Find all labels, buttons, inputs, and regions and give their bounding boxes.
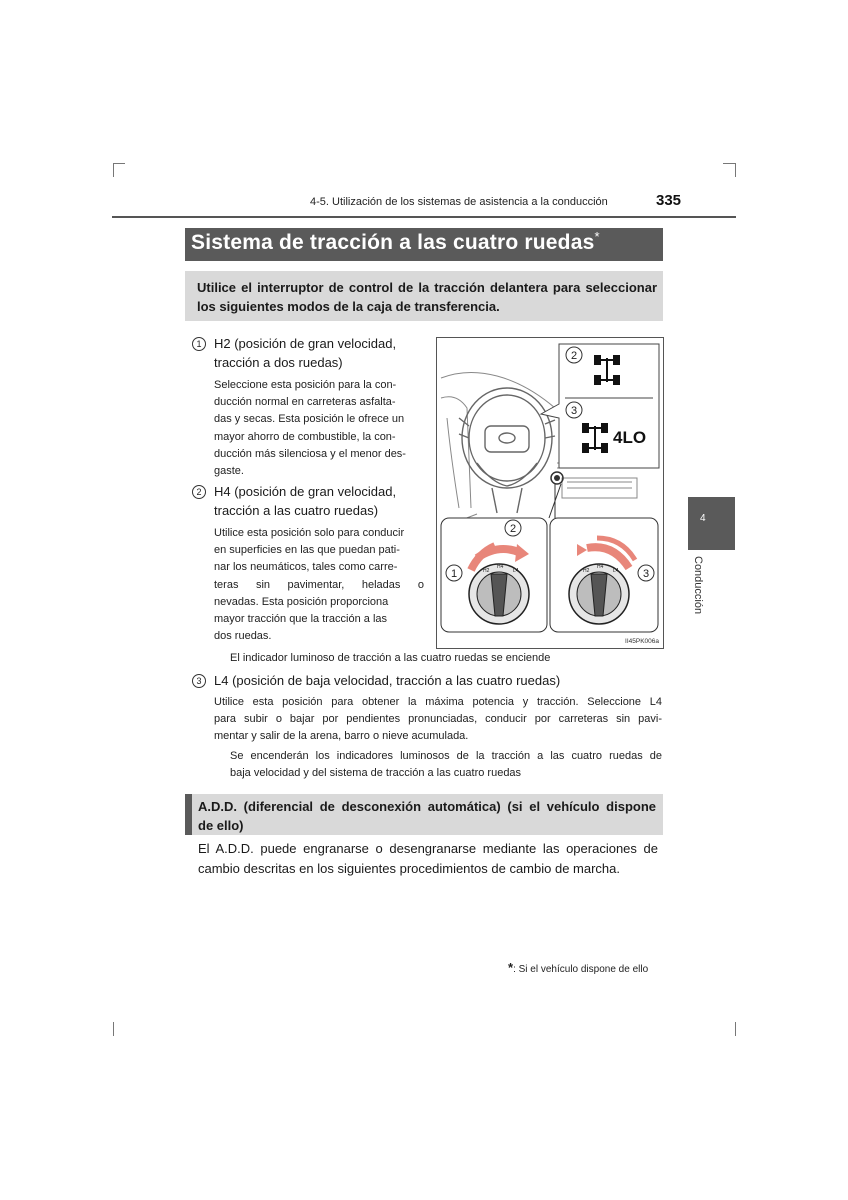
add-body-line: El A.D.D. puede engranarse o desengranarse mediante las operaciones de xyxy=(198,841,658,856)
desc-line: teras sin pavimentar, heladas o xyxy=(214,578,424,591)
callout-2-lower-label: 2 xyxy=(509,523,517,535)
desc-line: en superficies en las que puedan pati- xyxy=(214,544,400,557)
dial-label-l4: L4 xyxy=(513,568,519,574)
asterisk-mark: * xyxy=(594,229,600,244)
dial-label-h2-right: H2 xyxy=(583,568,590,574)
item-label-line: H4 (posición de gran velocidad, xyxy=(214,484,397,499)
4lo-label: 4LO xyxy=(613,428,647,447)
transfer-switch-figure xyxy=(436,337,664,649)
item-h2 xyxy=(192,334,424,480)
footnote-mark: * xyxy=(508,960,514,975)
intro-text: Utilice el interruptor de control de la tracción delantera para seleccionar los siguientes modos de la caja de transferencia. xyxy=(197,280,657,314)
add-heading-accent xyxy=(185,794,192,835)
desc-line: mentar y salir de la arena, barro o nieve acumulada. xyxy=(214,730,469,743)
dashboard-illustration xyxy=(437,338,663,648)
add-heading-line: A.D.D. (diferencial de desconexión automática) (si el vehículo dispone xyxy=(198,799,656,814)
desc-line: das y secas. Esta posición le ofrece un xyxy=(214,413,405,426)
item-label: L4 (posición de baja velocidad, tracción a las cuatro ruedas) xyxy=(214,673,561,688)
add-heading-line: de ello) xyxy=(198,818,244,833)
note-line: Se encenderán los indicadores luminosos de la tracción a las cuatro ruedas de xyxy=(230,749,662,762)
crop-mark xyxy=(113,163,125,164)
crop-mark xyxy=(735,1022,736,1036)
header-rule xyxy=(112,216,736,218)
desc-line: mayor tracción que la tracción a las xyxy=(214,613,388,626)
dial-label-h4: H4 xyxy=(497,564,504,570)
figure-code: II45PK006a xyxy=(625,638,659,645)
item-label-line: H2 (posición de gran velocidad, xyxy=(214,336,397,351)
note-line: baja velocidad y del sistema de tracción a las cuatro ruedas xyxy=(230,766,522,779)
running-header: 4-5. Utilización de los sistemas de asistencia a la conducción xyxy=(310,196,608,208)
crop-mark xyxy=(113,163,114,177)
circled-number: 3 xyxy=(192,674,206,688)
page-title-text: Sistema de tracción a las cuatro ruedas xyxy=(191,231,595,254)
circled-number: 1 xyxy=(192,337,206,351)
dial-label-h4-right: H4 xyxy=(597,564,604,570)
page-number: 335 xyxy=(656,192,682,209)
footnote xyxy=(508,960,648,975)
footnote-text: : Si el vehículo dispone de ello xyxy=(513,964,649,975)
add-heading xyxy=(198,797,656,835)
desc-line: gaste. xyxy=(214,465,244,478)
dial-label-h2: H2 xyxy=(483,568,490,574)
item-description xyxy=(214,694,662,746)
callout-2-label: 2 xyxy=(570,350,578,362)
desc-line: Seleccione esta posición para la con- xyxy=(214,379,397,391)
dial-label-l4-right: L4 xyxy=(613,568,619,574)
crop-mark xyxy=(723,163,735,164)
desc-line: nar los neumáticos, tales como carre- xyxy=(214,561,398,574)
item-l4 xyxy=(192,671,662,782)
chapter-number: 4 xyxy=(700,513,706,524)
chapter-tab xyxy=(688,497,735,550)
item-label-line: tracción a las cuatro ruedas) xyxy=(214,503,379,518)
add-body-line: cambio descritas en los siguientes procedimientos de cambio de marcha. xyxy=(198,861,620,876)
desc-line: para subir o bajar por pendientes pronunciadas, conducir por carreteras sin pavi- xyxy=(214,713,662,726)
callout-3-lower-label: 3 xyxy=(642,568,650,580)
desc-line: mayor ahorro de combustible, la con- xyxy=(214,430,396,443)
item-description xyxy=(214,525,424,645)
item-label-line: tracción a dos ruedas) xyxy=(214,355,343,370)
desc-line: ducción más silenciosa y el menor des- xyxy=(214,447,406,460)
item-label xyxy=(214,334,424,372)
item-note: El indicador luminoso de tracción a las cuatro ruedas se enciende xyxy=(230,652,551,664)
item-note xyxy=(230,748,662,782)
crop-mark xyxy=(735,163,736,177)
item-h4 xyxy=(192,482,424,645)
item-description xyxy=(214,377,424,480)
add-body xyxy=(198,839,658,879)
desc-line: ducción normal en carreteras asfalta- xyxy=(214,396,396,409)
page-title xyxy=(191,231,600,255)
desc-line: Utilice esta posición para obtener la máxima potencia y tracción. Seleccione L4 xyxy=(214,696,662,708)
callout-3-label: 3 xyxy=(570,405,578,417)
desc-line: dos ruedas. xyxy=(214,630,272,643)
circled-number: 2 xyxy=(192,485,206,499)
desc-line: Utilice esta posición solo para conducir xyxy=(214,527,405,539)
chapter-label: Conducción xyxy=(692,556,704,615)
item-label xyxy=(214,482,424,520)
desc-line: nevadas. Esta posición proporciona xyxy=(214,595,389,608)
crop-mark xyxy=(113,1022,114,1036)
callout-1-label: 1 xyxy=(450,568,458,580)
